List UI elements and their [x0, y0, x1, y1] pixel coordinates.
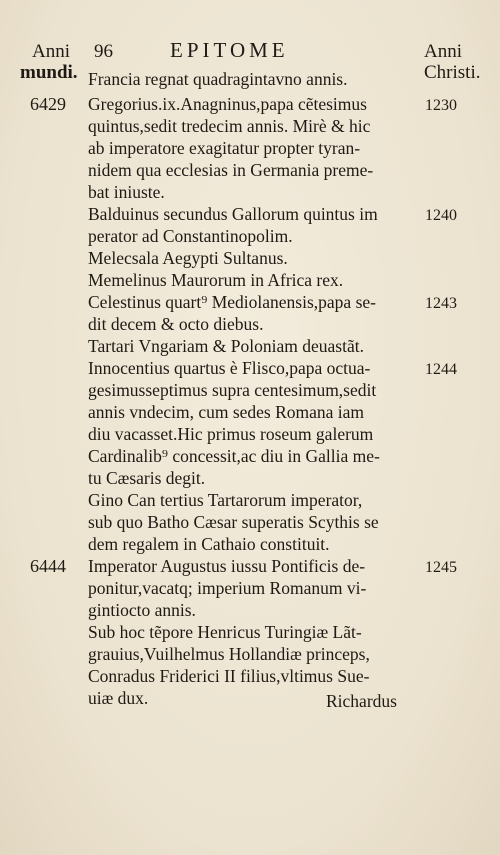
text-line: ab imperatore exagitatur propter tyran-	[88, 138, 361, 158]
text-line: Cardinalib⁹ concessit,ac diu in Gallia me-	[88, 446, 380, 466]
text-line: ponitur,vacatq; imperium Romanum vi-	[88, 578, 367, 598]
text-line: Celestinus quart⁹ Mediolanensis,papa se-	[88, 292, 376, 312]
running-head-anni-left: Anni	[32, 41, 70, 62]
text-line: Balduinus secundus Gallorum quintus im	[88, 204, 378, 224]
text-line: Innocentius quartus è Flisco,papa octua-	[88, 358, 371, 378]
page-number: 96	[94, 41, 113, 62]
running-title: EPITOME	[170, 38, 289, 62]
text-line: Conradus Friderici II filius,vltimus Sue-	[88, 666, 370, 686]
text-line: bat iniuste.	[88, 182, 165, 202]
text-line: sub quo Batho Cæsar superatis Scythis se	[88, 512, 379, 532]
text-line: diu vacasset.Hic primus roseum galerum	[88, 424, 374, 444]
text-line: gesimusseptimus supra centesimum,sedit	[88, 380, 377, 400]
year-christi: 1245	[425, 559, 457, 576]
year-christi: 1244	[425, 361, 457, 378]
year-christi: 1230	[425, 97, 457, 114]
text-line: Imperator Augustus iussu Pontificis de-	[88, 556, 366, 576]
text-line: Tartari Vngariam & Poloniam deuastãt.	[88, 336, 364, 356]
text-line: grauius,Vuilhelmus Hollandiæ princeps,	[88, 644, 370, 664]
text-line: tu Cæsaris degit.	[88, 468, 206, 488]
running-head-anni-right: Anni	[424, 41, 462, 62]
text-line: annis vndecim, cum sedes Romana iam	[88, 402, 365, 422]
text-line: Gregorius.ix.Anagninus,papa cẽtesimus	[88, 94, 367, 114]
text-line: quintus,sedit tredecim annis. Mirè & hic	[88, 116, 371, 136]
text-line: dem regalem in Cathaio constituit.	[88, 534, 330, 554]
text-line: gintiocto annis.	[88, 600, 196, 620]
text-line: perator ad Constantinopolim.	[88, 226, 293, 246]
text-line: Melecsala Aegypti Sultanus.	[88, 248, 288, 268]
text-line: Sub hoc tẽpore Henricus Turingiæ Lãt-	[88, 622, 362, 642]
running-head-mundi: mundi.	[20, 62, 78, 83]
catchword: Richardus	[326, 691, 397, 711]
text-line: nidem qua ecclesias in Germania preme-	[88, 160, 374, 180]
year-christi: 1243	[425, 295, 457, 312]
text-line: Francia regnat quadragintavno annis.	[88, 69, 348, 89]
year-christi: 1240	[425, 207, 457, 224]
text-line: Memelinus Maurorum in Africa rex.	[88, 270, 344, 290]
year-mundi: 6444	[30, 556, 66, 576]
text-line: Gino Can tertius Tartarorum imperator,	[88, 490, 363, 510]
text-line: dit decem & octo diebus.	[88, 314, 264, 334]
text-line: uiæ dux.	[88, 688, 149, 708]
year-mundi: 6429	[30, 94, 66, 114]
running-head-christi: Christi.	[424, 62, 481, 83]
